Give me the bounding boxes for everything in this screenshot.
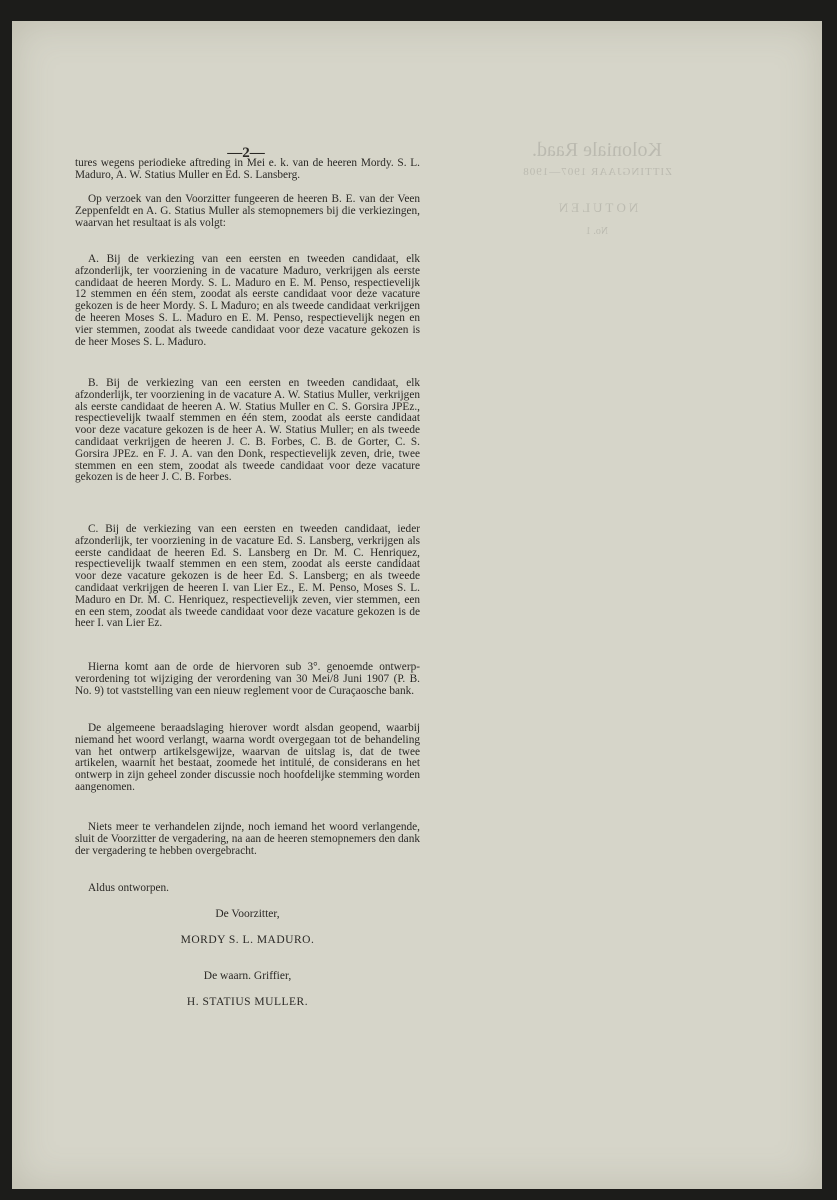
clerk-title: De waarn. Griffier,	[203, 970, 292, 982]
paragraph-ontwerp: Hierna komt aan de orde de hiervoren sub 3°. genoemde ontwerp-verordening tot wijziging der verordening van 30 Mei/8 Juni 1907 (P. B. No. 9) tot vaststelling van een nieuw reglement voor de Curaçaosche bank.	[75, 661, 420, 697]
paragraph-vacature-b: B. Bij de verkiezing van een eersten en tweeden candidaat, elk afzonderlijk, ter voorziening in de vacature A. W. Statius Muller, verkrijgen als eerste candidaat de heeren A. W. Statius Muller en C. S. Gorsira JPEz., respectievelijk twaalf stemmen en één stem, zoodat als eerste candidaat voor deze vacature gekozen is de heer A. W. Statius Muller; en als tweede candidaat verkrijgen de heeren J. C. B. Forbes, C. B. de Gorter, C. S. Gorsira JPEz. en F. J. A. van den Donk, respectievelijk zeven, drie, twee stemmen en een stem, zoodat als tweede candidaat voor deze vacature gekozen is de heer J. C. B. Forbes.	[75, 377, 420, 484]
bleed-through-line: ZITTINGJAAR 1907—1908	[522, 166, 672, 178]
bleed-through-line: No. 1	[585, 226, 609, 237]
paragraph-beraadslaging: De algemeene beraadslaging hierover wordt alsdan geopend, waarbij niemand het woord verlangt, waarna wordt overgegaan tot de behandeling van het ontwerp artikelsgewijze, waarvan de uitslag is, dat de twee artikelen, waarnit het bestaat, zoomede het intitulé, de considerans en het ontwerp in zijn geheel zonder discussie noch hoofdelijke stemming worden aangenomen.	[75, 722, 420, 793]
chair-name: MORDY S. L. MADURO.	[180, 934, 315, 946]
bleed-through-header	[512, 139, 682, 237]
paragraph-vacature-a: A. Bij de verkiezing van een eersten en tweeden candidaat, elk afzonderlijk, ter voorziening in de vacature Maduro, verkrijgen als eerste candidaat de heeren Mordy. S. L. Maduro en E. M. Penso, respectievelijk 12 stemmen en één stem, zoodat als eerste candidaat voor deze vacature gekozen is de heer Mordy. S. L Maduro; en als tweede candidaat verkrijgen de heeren Moses S. L. Maduro en E. M. Penso, respectievelijk negen en vier stemmen, zoodat als tweede candidaat voor deze vacature gekozen is de heer Moses S. L. Maduro.	[75, 253, 420, 348]
bleed-through-line: NOTULEN	[555, 200, 639, 215]
paragraph-sluiting: Niets meer te verhandelen zijnde, noch iemand het woord verlangende, sluit de Voorzitter de vergadering, na aan de heeren stemopnemers den dank der vergadering te hebben overgebracht.	[75, 821, 420, 857]
paragraph-aldus: Aldus ontworpen.	[88, 882, 169, 894]
bleed-through-line: Koloniale Raad.	[532, 139, 662, 161]
clerk-name: H. STATIUS MULLER.	[186, 996, 309, 1008]
paragraph-stemopnemers: Op verzoek van den Voorzitter fungeeren de heeren B. E. van der Veen Zeppenfeldt en A. G. Statius Muller als stemopnemers bij die verkiezingen, waarvan het resultaat is als volgt:	[75, 193, 420, 229]
paragraph-vacature-c: C. Bij de verkiezing van een eersten en tweeden candidaat, ieder afzonderlijk, ter voorziening in de vacature Ed. S. Lansberg, verkrijgen als eerste candidaat de heeren Ed. S. Lansberg en Dr. M. C. Henriquez, respectievelijk twaalf stemmen en een stem, zoodat als eerste candidaat voor deze vacature gekozen is de heer Ed. S. Lansberg; en als tweede candidaat verkrijgen de heeren I. van Lier Ez., E. M. Penso, Moses S. L. Maduro en Dr. M. C. Henriquez, respectievelijk zeven, vier stemmen, een en een stem, zoodat als tweede candidaat voor deze vacature gekozen is de heer I. van Lier Ez.	[75, 523, 420, 630]
paragraph-continuation: tures wegens periodieke aftreding in Mei e. k. van de heeren Mordy. S. L. Maduro, A. W. Statius Muller en Ed. S. Lansberg.	[75, 157, 420, 181]
chair-title: De Voorzitter,	[215, 908, 280, 920]
page-number: —2—	[227, 145, 265, 161]
document-page	[12, 21, 822, 1189]
